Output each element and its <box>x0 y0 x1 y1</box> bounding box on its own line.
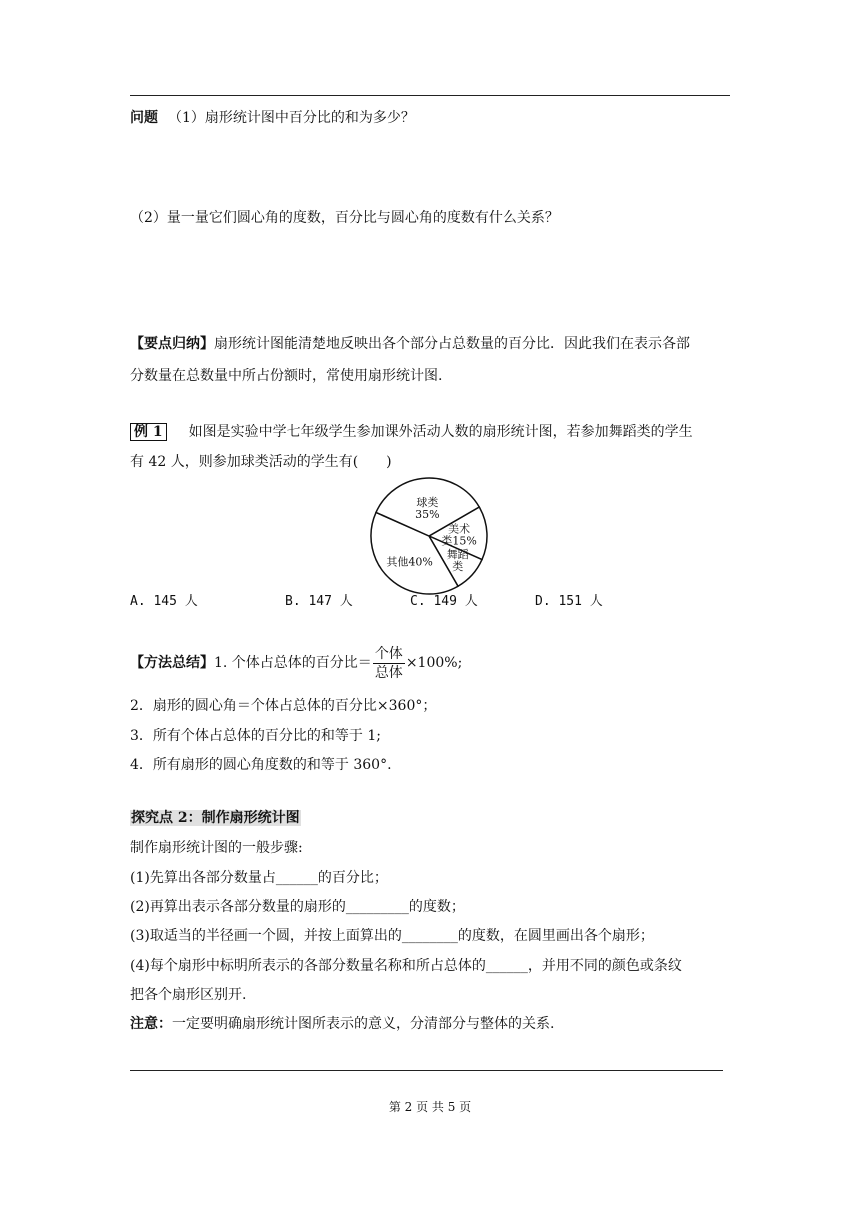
method-item-1-prefix: 1. 个体占总体的百分比＝ <box>214 655 372 671</box>
fraction-denominator: 总体 <box>374 664 403 681</box>
option-b[interactable]: B. 147 人 <box>285 594 353 609</box>
method-item-1 <box>130 643 462 683</box>
method-item-1-suffix: ×100%; <box>405 655 463 671</box>
pie-chart <box>365 472 495 602</box>
option-d[interactable]: D. 151 人 <box>535 594 603 609</box>
question-1 <box>130 108 415 128</box>
pie-slice-label: 其他40% <box>386 555 433 569</box>
key-points-label: 【要点归纳】 <box>130 336 214 352</box>
explore-step-2: (2)再算出表示各部分数量的扇形的_________的度数； <box>130 899 465 915</box>
explore-title <box>130 808 301 828</box>
question-2: （2）量一量它们圆心角的度数，百分比与圆心角的度数有什么关系？ <box>130 210 559 226</box>
option-c[interactable]: C. 149 人 <box>410 594 478 609</box>
explore-step-1: (1)先算出各部分数量占______的百分比； <box>130 870 388 886</box>
example-line-2: 有 42 人，则参加球类活动的学生有( ) <box>130 454 392 470</box>
explore-step-4-line-1: (4)每个扇形中标明所表示的各部分数量名称和所占总体的______，并用不同的颜色或条纹 <box>130 958 682 974</box>
explore-step-3: (3)取适当的半径画一个圆，并按上面算出的________的度数，在圆里画出各个扇形； <box>130 928 654 944</box>
pie-slice-label: 美术类15% <box>441 522 477 548</box>
percent-fraction <box>373 645 405 682</box>
explore-step-4-line-2: 把各个扇形区别开. <box>130 987 247 1003</box>
explore-title-text: 探究点 2：制作扇形统计图 <box>131 810 300 826</box>
method-item-4: 4．所有扇形的圆心角度数的和等于 360°. <box>130 757 392 773</box>
method-label: 【方法总结】 <box>130 655 214 671</box>
question-label: 问题 <box>130 110 158 126</box>
explore-intro: 制作扇形统计图的一般步骤: <box>130 840 303 856</box>
page-footer: 第 2 页 共 5 页 <box>388 1100 472 1114</box>
example-text-1: 如图是实验中学七年级学生参加课外活动人数的扇形统计图，若参加舞蹈类的学生 <box>188 424 693 440</box>
bottom-rule <box>130 1070 723 1071</box>
fraction-numerator: 个体 <box>374 645 403 662</box>
top-rule <box>130 95 730 96</box>
key-points-line-1 <box>130 334 690 354</box>
example-label: 例 1 <box>130 423 167 441</box>
explore-note <box>130 1014 554 1034</box>
key-points-line-2: 分数量在总数量中所占份额时，常使用扇形统计图. <box>130 368 443 384</box>
note-label: 注意： <box>130 1016 172 1032</box>
note-text: 一定要明确扇形统计图所表示的意义，分清部分与整体的关系. <box>172 1016 555 1032</box>
example-line-1 <box>130 422 693 442</box>
question-1-text: （1）扇形统计图中百分比的和为多少？ <box>168 110 415 126</box>
key-points-text-1: 扇形统计图能清楚地反映出各个部分占总数量的百分比．因此我们在表示各部 <box>214 336 690 352</box>
method-item-2: 2．扇形的圆心角＝个体占总体的百分比×360°； <box>130 698 437 714</box>
pie-slice-label: 舞蹈类 <box>446 548 469 574</box>
method-item-3: 3．所有个体占总体的百分比的和等于 1; <box>130 728 381 744</box>
option-a[interactable]: A. 145 人 <box>130 594 198 609</box>
pie-slice-label: 球类 35% <box>415 495 440 521</box>
